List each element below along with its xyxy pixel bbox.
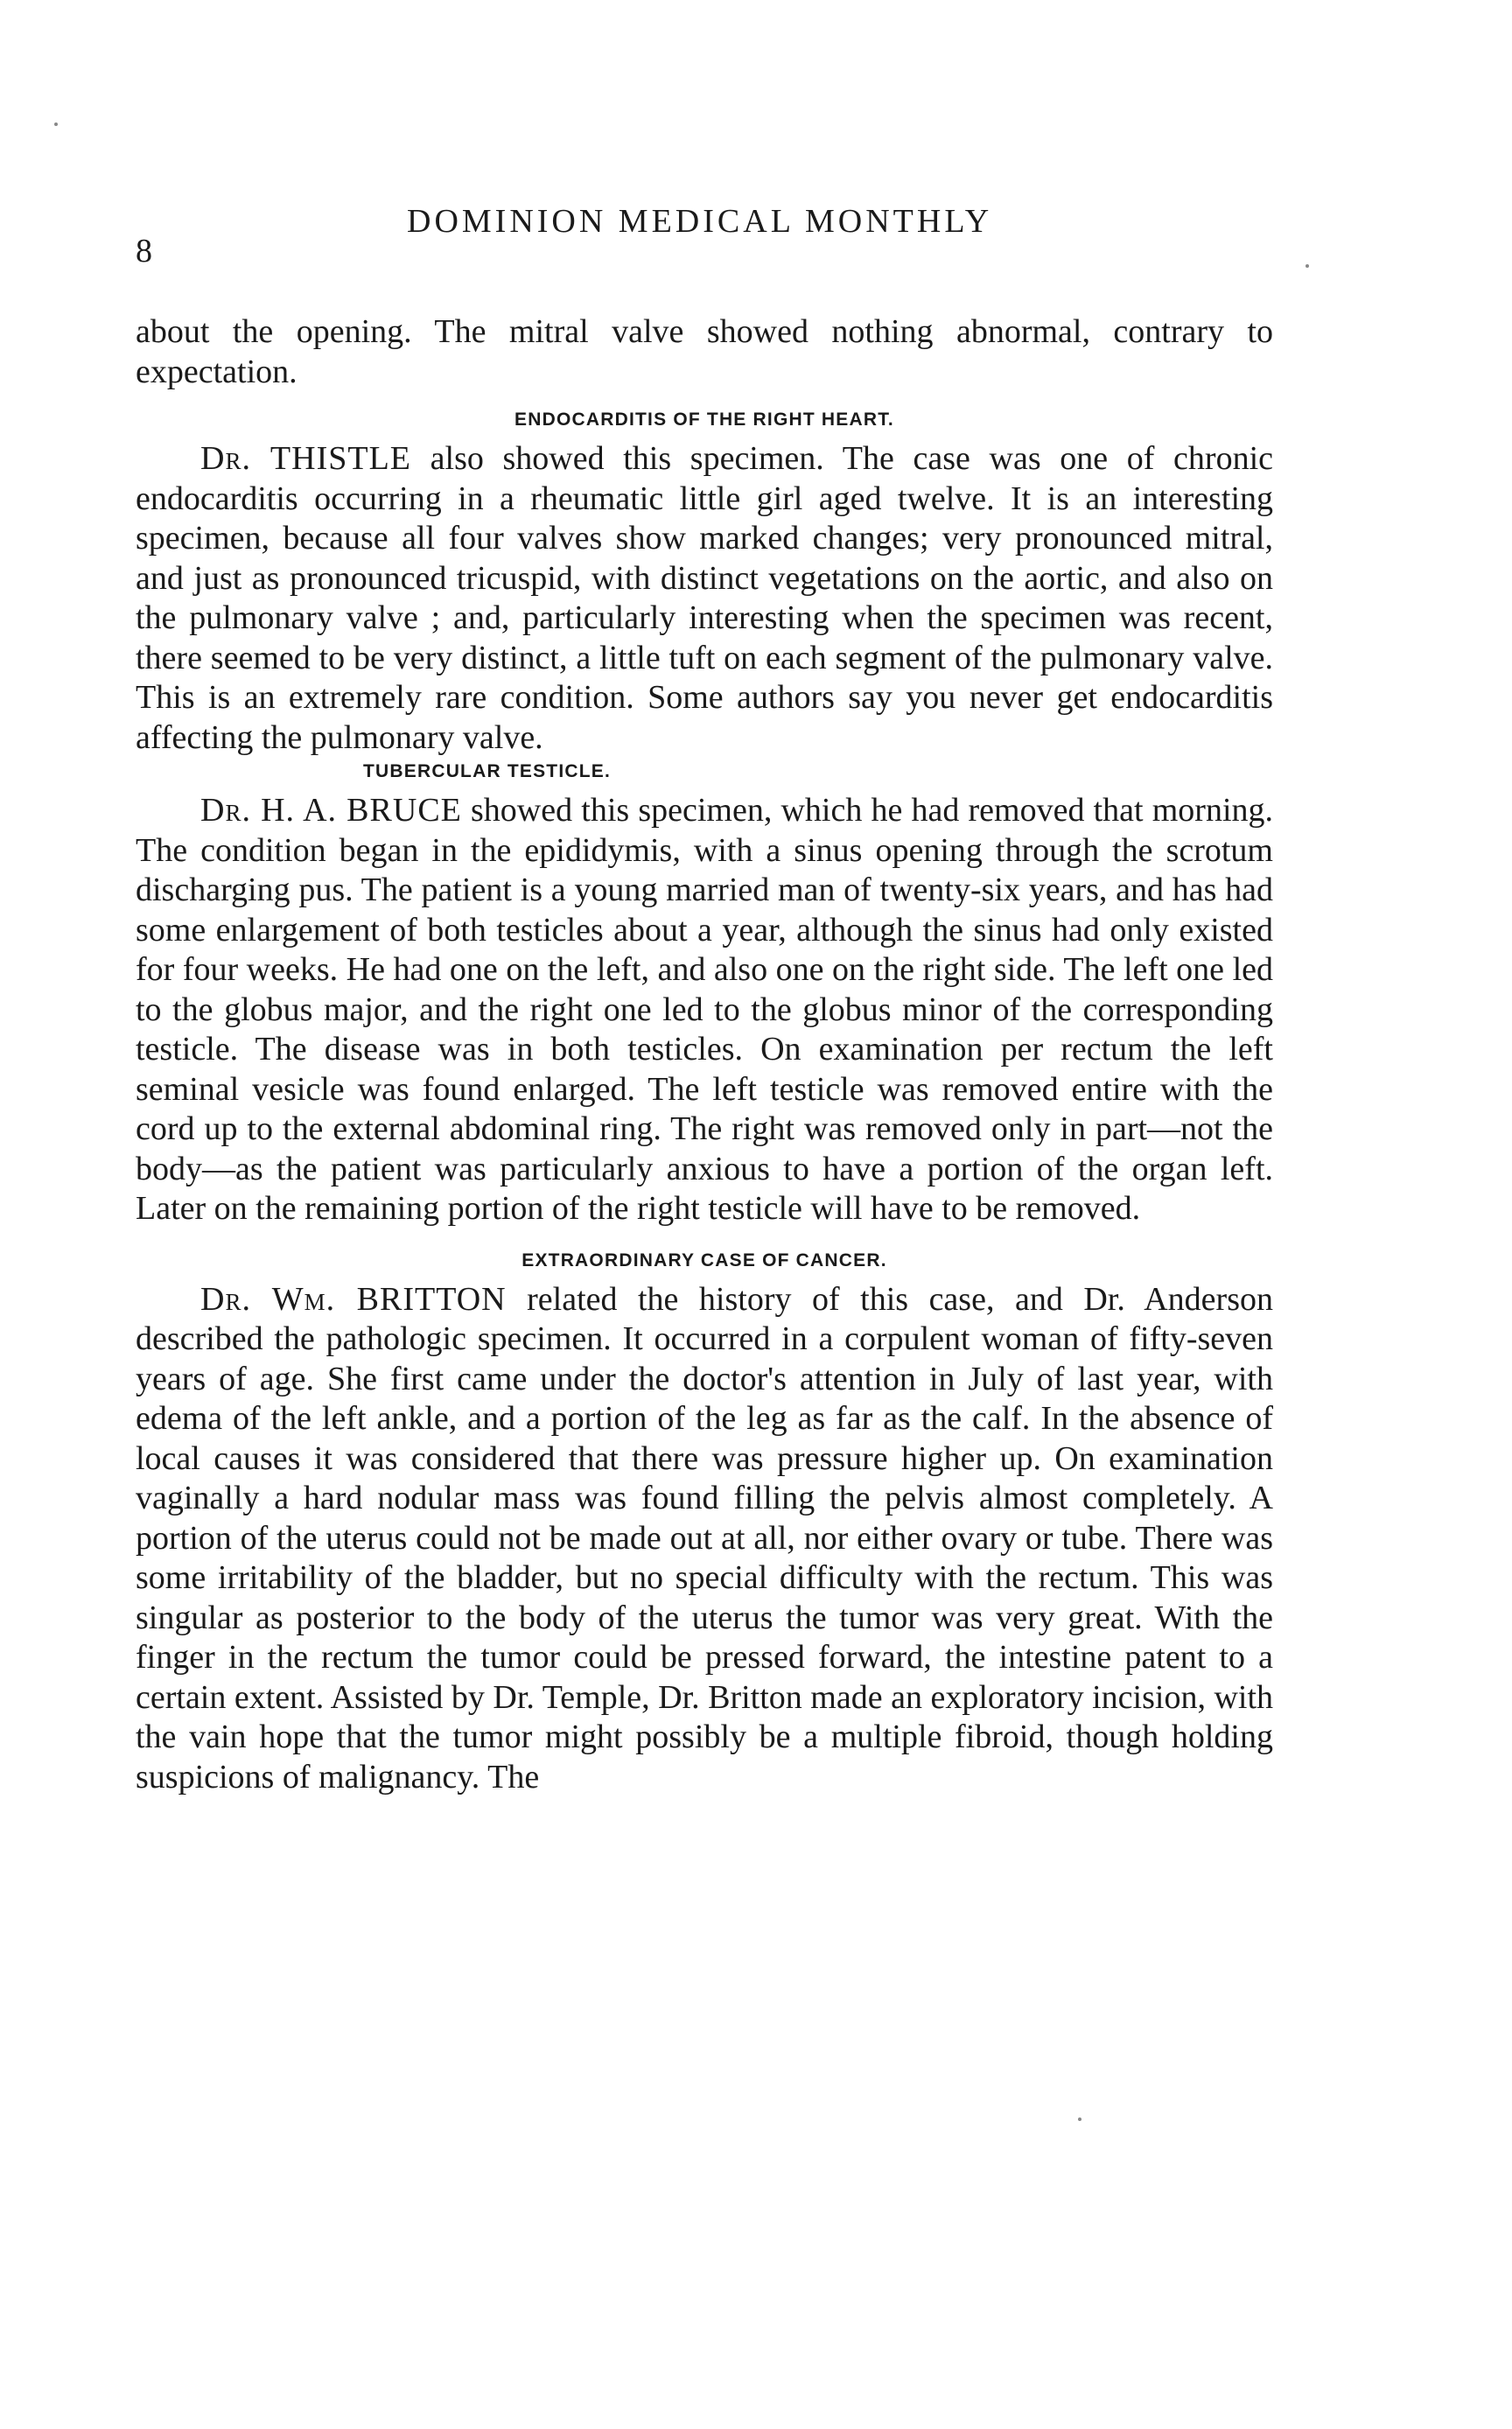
scan-speck <box>1078 2118 1082 2121</box>
paragraph-body: also showed this specimen. The case was one of chronic endocarditis occurring in a rheumatic little girl aged twelve. It is an interesting specimen, because all four valves show marked changes; very pronounced mitral, and just as pronounced tricuspid, with distinct vegetations on the aortic, and also on the pulmonary valve ; and, particularly interesting when the specimen was recent, there seemed to be very distinct, a little tuft on each segment of the pulmonary valve. This is an extremely rare condition. Some authors say you never get endocarditis affecting the pulmonary valve. <box>136 440 1274 756</box>
scan-speck <box>54 122 58 126</box>
page-number: 8 <box>136 233 152 270</box>
section-heading-tubercular-testicle: TUBERCULAR TESTICLE. <box>363 761 611 781</box>
document-page <box>136 197 1273 1797</box>
section-heading-cancer: EXTRAORDINARY CASE OF CANCER. <box>522 1250 887 1270</box>
paragraph-body: showed this specimen, which he had removed that morning. The condition began in the epididymis, with a sinus opening through the scrotum discharging pus. The patient is a young married man of twenty-six years, and has had some enlargement of both testicles about a year, although the sinus had only existed for four weeks. He had one on the left, and also one on the right side. The left one led to the globus major, and the right one led to the globus minor of the corresponding testicle. The disease was in both testicles. On examination per rectum the left seminal vesicle was found enlarged. The left testicle was removed entire with the cord up to the external abdominal ring. The right was removed only in part—not the body—as the patient was particularly anxious to have a portion of the organ left. Later on the remaining portion of the right testicle will have to be removed. <box>136 792 1273 1227</box>
scan-speck <box>1306 264 1309 268</box>
paragraph-body: related the history of this case, and Dr. Anderson described the pathologic specimen. It occurred in a corpulent woman of fifty-seven years of age. She first came under the doctor's attention in July of last year, with edema of the left ankle, and a portion of the leg as far as the calf. In the absence of local causes it was considered that there was pressure higher up. On examination vaginally a hard nodular mass was found filling the pelvis almost completely. A portion of the uterus could not be made out at all, nor either ovary or tube. There was some irritability of the bladder, but no special difficulty with the rectum. This was singular as posterior to the body of the uterus the tumor was very great. With the finger in the rectum the tumor could be pressed forward, the intestine patent to a certain extent. Assisted by Dr. Temple, Dr. Britton made an exploratory incision, with the vain hope that the tumor might possibly be a multiple fibroid, though holding suspicions of malignancy. The <box>136 1280 1273 1796</box>
speaker-name: Dr. H. A. BRUCE <box>200 792 462 829</box>
section-paragraph-tubercular-testicle <box>136 791 1273 1229</box>
section-paragraph-cancer <box>136 1280 1273 1798</box>
section-heading-endocarditis: ENDOCARDITIS OF THE RIGHT HEART. <box>514 410 894 430</box>
speaker-name: Dr. THISTLE <box>200 440 411 477</box>
journal-title: DOMINION MEDICAL MONTHLY <box>407 203 993 240</box>
intro-paragraph: about the opening. The mitral valve showed nothing abnormal, contrary to expectation. <box>136 313 1273 390</box>
speaker-name: Dr. Wm. BRITTON <box>200 1280 507 1318</box>
running-head <box>136 197 1273 270</box>
section-paragraph-endocarditis <box>136 439 1273 758</box>
